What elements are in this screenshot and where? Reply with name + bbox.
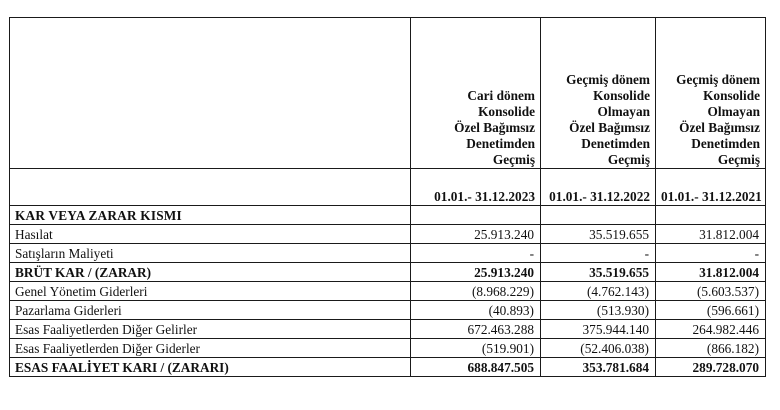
row-label: BRÜT KAR / (ZARAR) — [10, 263, 411, 282]
value-2022: 375.944.140 — [541, 320, 656, 339]
column-header-current-text: Cari dönem Konsolide Özel Bağımsız Denetimden Geçmiş — [454, 88, 535, 167]
table-row — [10, 263, 766, 282]
value-2022: 353.781.684 — [541, 358, 656, 377]
row-label: Esas Faaliyetlerden Diğer Giderler — [10, 339, 411, 358]
table-row — [10, 282, 766, 301]
column-header-row — [10, 18, 766, 169]
row-label: Hasılat — [10, 225, 411, 244]
period-header-row — [10, 169, 766, 206]
value-2022: 35.519.655 — [541, 225, 656, 244]
row-label: KAR VEYA ZARAR KISMI — [10, 206, 411, 225]
value-2023: 688.847.505 — [411, 358, 541, 377]
value-2023: 672.463.288 — [411, 320, 541, 339]
value-2021 — [656, 206, 766, 225]
period-blank-cell — [10, 169, 411, 206]
column-header-current — [411, 18, 541, 169]
income-statement-table — [9, 17, 766, 377]
column-header-prior-2021-text: Geçmiş dönem Konsolide Olmayan Özel Bağımsız Denetimden Geçmiş — [676, 72, 760, 167]
column-header-prior-2021 — [656, 18, 766, 169]
row-label: Satışların Maliyeti — [10, 244, 411, 263]
value-2021: (596.661) — [656, 301, 766, 320]
table-row — [10, 320, 766, 339]
table-row — [10, 358, 766, 377]
row-label: Pazarlama Giderleri — [10, 301, 411, 320]
table-row — [10, 244, 766, 263]
row-label: ESAS FAALİYET KARI / (ZARARI) — [10, 358, 411, 377]
value-2023 — [411, 206, 541, 225]
column-header-prior-2022-text: Geçmiş dönem Konsolide Olmayan Özel Bağımsız Denetimden Geçmiş — [566, 72, 650, 167]
value-2022: (513.930) — [541, 301, 656, 320]
table-row — [10, 206, 766, 225]
table-row — [10, 225, 766, 244]
value-2022: - — [541, 244, 656, 263]
table-row — [10, 339, 766, 358]
value-2021: - — [656, 244, 766, 263]
header-blank-cell — [10, 18, 411, 169]
value-2021: (866.182) — [656, 339, 766, 358]
column-header-prior-2022 — [541, 18, 656, 169]
period-2023: 01.01.- 31.12.2023 — [411, 169, 541, 206]
row-label: Genel Yönetim Giderleri — [10, 282, 411, 301]
row-label: Esas Faaliyetlerden Diğer Gelirler — [10, 320, 411, 339]
value-2023: (40.893) — [411, 301, 541, 320]
value-2021: 264.982.446 — [656, 320, 766, 339]
value-2023: (8.968.229) — [411, 282, 541, 301]
value-2023: 25.913.240 — [411, 263, 541, 282]
value-2023: - — [411, 244, 541, 263]
value-2023: 25.913.240 — [411, 225, 541, 244]
value-2023: (519.901) — [411, 339, 541, 358]
value-2022: (52.406.038) — [541, 339, 656, 358]
period-2022: 01.01.- 31.12.2022 — [541, 169, 656, 206]
value-2022: (4.762.143) — [541, 282, 656, 301]
value-2022: 35.519.655 — [541, 263, 656, 282]
value-2022 — [541, 206, 656, 225]
value-2021: 31.812.004 — [656, 225, 766, 244]
table-row — [10, 301, 766, 320]
value-2021: (5.603.537) — [656, 282, 766, 301]
value-2021: 289.728.070 — [656, 358, 766, 377]
period-2021: 01.01.- 31.12.2021 — [656, 169, 766, 206]
value-2021: 31.812.004 — [656, 263, 766, 282]
